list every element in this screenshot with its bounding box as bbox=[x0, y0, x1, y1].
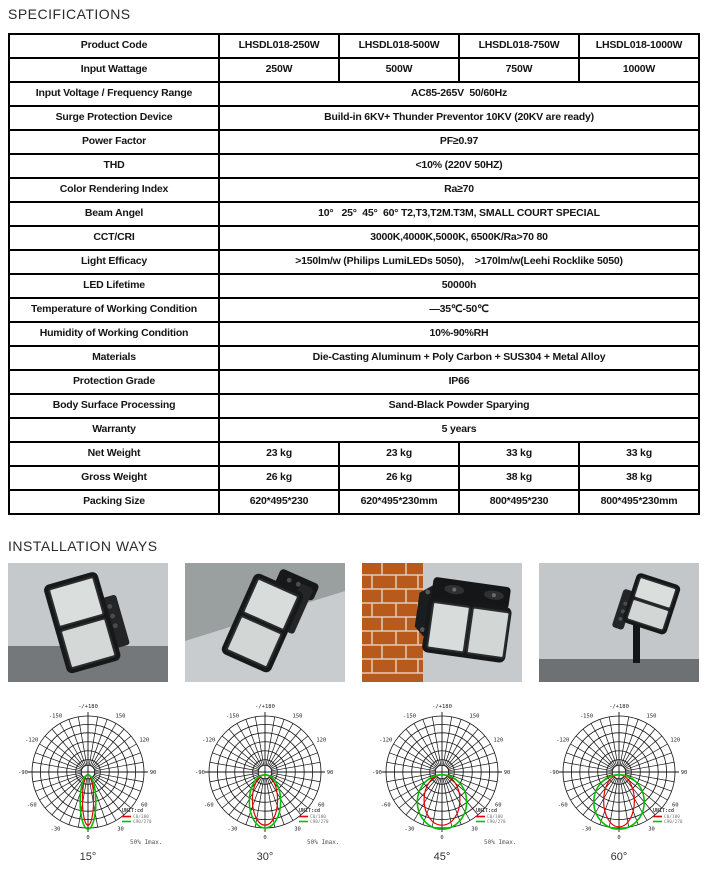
spec-table-row bbox=[9, 106, 699, 130]
beam-angle-caption: 30° bbox=[256, 851, 274, 863]
spec-cell: 26 kg bbox=[339, 466, 459, 490]
spec-cell: 620*495*230 bbox=[219, 490, 339, 514]
spec-table-row bbox=[9, 250, 699, 274]
polar-angle-label: -150 bbox=[402, 713, 417, 720]
spec-table-row bbox=[9, 370, 699, 394]
polar-angle-label: -30 bbox=[50, 826, 61, 833]
installation-images-row bbox=[8, 563, 699, 682]
polar-angle-label: 0 bbox=[440, 835, 444, 841]
spec-cell: 500W bbox=[339, 58, 459, 82]
spec-table-row bbox=[9, 274, 699, 298]
polar-angle-label: 120 bbox=[670, 737, 681, 744]
spec-cell-span: Ra≥70 bbox=[219, 178, 699, 202]
polar-angle-label: -90 bbox=[372, 770, 382, 776]
legend-series-label: C90/270 bbox=[664, 820, 683, 825]
spec-row-label: Protection Grade bbox=[9, 370, 219, 394]
spec-cell: 1000W bbox=[579, 58, 699, 82]
spec-table-row bbox=[9, 490, 699, 514]
polar-angle-label: -90 bbox=[195, 770, 205, 776]
legend-note: 50% Imax. bbox=[307, 839, 340, 846]
legend-unit-label: UNIT:cd bbox=[476, 808, 498, 814]
photometric-polar-chart-60 bbox=[531, 692, 707, 868]
polar-angle-label: 0 bbox=[86, 835, 90, 841]
spec-row-label: Light Efficacy bbox=[9, 250, 219, 274]
spec-cell: 23 kg bbox=[339, 442, 459, 466]
specifications-title: SPECIFICATIONS bbox=[8, 6, 131, 22]
polar-angle-label: 150 bbox=[292, 713, 303, 720]
spec-cell: 800*495*230mm bbox=[579, 490, 699, 514]
spec-table-row bbox=[9, 82, 699, 106]
spec-table-row bbox=[9, 418, 699, 442]
spec-row-label: Warranty bbox=[9, 418, 219, 442]
photometric-polar-chart-30 bbox=[177, 692, 353, 868]
spec-cell-span: Sand-Black Powder Sparying bbox=[219, 394, 699, 418]
spec-table-row bbox=[9, 130, 699, 154]
polar-angle-label: 120 bbox=[316, 737, 327, 744]
spec-row-label: Body Surface Processing bbox=[9, 394, 219, 418]
legend-unit-label: UNIT:cd bbox=[122, 808, 144, 814]
spec-cell: LHSDL018-750W bbox=[459, 34, 579, 58]
spec-cell-span: AC85-265V 50/60Hz bbox=[219, 82, 699, 106]
polar-angle-label: 90 bbox=[680, 770, 688, 776]
spec-cell: 250W bbox=[219, 58, 339, 82]
spec-cell: LHSDL018-1000W bbox=[579, 34, 699, 58]
spec-cell-span: —35℃-50℃ bbox=[219, 298, 699, 322]
polar-angle-label: -60 bbox=[557, 802, 568, 809]
spec-row-label: Color Rendering Index bbox=[9, 178, 219, 202]
polar-angle-label: -150 bbox=[225, 713, 240, 720]
spec-table-row bbox=[9, 298, 699, 322]
spec-table-row bbox=[9, 346, 699, 370]
polar-angle-label: 30 bbox=[294, 826, 301, 833]
photometric-polar-chart-15 bbox=[0, 692, 176, 868]
spec-cell: 800*495*230 bbox=[459, 490, 579, 514]
spec-row-label: Input Voltage / Frequency Range bbox=[9, 82, 219, 106]
spec-row-label: Materials bbox=[9, 346, 219, 370]
spec-row-label: LED Lifetime bbox=[9, 274, 219, 298]
polar-angle-label: 0 bbox=[263, 835, 267, 841]
installation-image-ceiling-mount bbox=[185, 563, 345, 682]
polar-angle-label: 0 bbox=[617, 835, 621, 841]
spec-cell-span: PF≥0.97 bbox=[219, 130, 699, 154]
spec-row-label: Net Weight bbox=[9, 442, 219, 466]
spec-cell-span: Build-in 6KV+ Thunder Preventor 10KV (20KV are ready) bbox=[219, 106, 699, 130]
spec-cell-span: 10%-90%RH bbox=[219, 322, 699, 346]
polar-angle-label: 60 bbox=[140, 802, 148, 809]
polar-top-label: -/+180 bbox=[609, 704, 629, 710]
polar-angle-label: 90 bbox=[503, 770, 511, 776]
photometric-polar-chart-45 bbox=[354, 692, 530, 868]
polar-angle-label: -120 bbox=[556, 737, 570, 744]
legend-note: 50% Imax. bbox=[130, 839, 163, 846]
polar-angle-label: -150 bbox=[48, 713, 63, 720]
polar-angle-label: -90 bbox=[549, 770, 559, 776]
polar-angle-label: 60 bbox=[671, 802, 679, 809]
spec-cell-span: 50000h bbox=[219, 274, 699, 298]
polar-angle-label: 120 bbox=[493, 737, 504, 744]
spec-table-row bbox=[9, 202, 699, 226]
spec-cell: 620*495*230mm bbox=[339, 490, 459, 514]
spec-row-label: Surge Protection Device bbox=[9, 106, 219, 130]
spec-cell-span: <10% (220V 50HZ) bbox=[219, 154, 699, 178]
legend-series-label: C0/180 bbox=[487, 815, 503, 820]
spec-cell: 750W bbox=[459, 58, 579, 82]
beam-angle-caption: 15° bbox=[79, 851, 97, 863]
installation-ways-title: INSTALLATION WAYS bbox=[8, 538, 158, 554]
polar-angle-label: -30 bbox=[404, 826, 415, 833]
polar-angle-label: 90 bbox=[326, 770, 334, 776]
legend-series-label: C0/180 bbox=[133, 815, 149, 820]
legend-series-label: C90/270 bbox=[133, 820, 152, 825]
legend-unit-label: UNIT:cd bbox=[299, 808, 321, 814]
polar-angle-label: -60 bbox=[26, 802, 37, 809]
polar-angle-label: 60 bbox=[494, 802, 502, 809]
spec-cell: 23 kg bbox=[219, 442, 339, 466]
spec-cell-span: IP66 bbox=[219, 370, 699, 394]
polar-angle-label: -30 bbox=[227, 826, 238, 833]
spec-table-row bbox=[9, 226, 699, 250]
spec-row-label: Power Factor bbox=[9, 130, 219, 154]
spec-cell: 33 kg bbox=[579, 442, 699, 466]
polar-angle-label: -60 bbox=[203, 802, 214, 809]
spec-cell: 33 kg bbox=[459, 442, 579, 466]
polar-angle-label: -60 bbox=[380, 802, 391, 809]
spec-cell-span: 3000K,4000K,5000K, 6500K/Ra>70 80 bbox=[219, 226, 699, 250]
legend-series-label: C90/270 bbox=[310, 820, 329, 825]
polar-angle-label: 30 bbox=[471, 826, 478, 833]
legend-series-label: C90/270 bbox=[487, 820, 506, 825]
polar-top-label: -/+180 bbox=[432, 704, 452, 710]
polar-angle-label: -120 bbox=[25, 737, 39, 744]
polar-angle-label: -150 bbox=[579, 713, 594, 720]
installation-image-wall-mount bbox=[362, 563, 522, 682]
spec-table-row bbox=[9, 466, 699, 490]
spec-cell-span: 5 years bbox=[219, 418, 699, 442]
spec-row-label: Temperature of Working Condition bbox=[9, 298, 219, 322]
legend-note: 50% Imax. bbox=[484, 839, 517, 846]
polar-angle-label: -30 bbox=[581, 826, 592, 833]
spec-cell-span: >150lm/w (Philips LumiLEDs 5050), >170lm/w(Leehi Rocklike 5050) bbox=[219, 250, 699, 274]
installation-image-pole-mount bbox=[539, 563, 699, 682]
polar-angle-label: -90 bbox=[18, 770, 28, 776]
polar-top-label: -/+180 bbox=[78, 704, 98, 710]
spec-row-label: Packing Size bbox=[9, 490, 219, 514]
spec-row-label: Beam Angel bbox=[9, 202, 219, 226]
spec-cell: 38 kg bbox=[579, 466, 699, 490]
spec-table-row bbox=[9, 154, 699, 178]
spec-row-label: THD bbox=[9, 154, 219, 178]
polar-top-label: -/+180 bbox=[255, 704, 275, 710]
spec-row-label: Gross Weight bbox=[9, 466, 219, 490]
polar-angle-label: 30 bbox=[117, 826, 124, 833]
polar-angle-label: 90 bbox=[149, 770, 157, 776]
polar-angle-label: 150 bbox=[115, 713, 126, 720]
spec-table-row bbox=[9, 442, 699, 466]
spec-cell: 26 kg bbox=[219, 466, 339, 490]
spec-row-label: Input Wattage bbox=[9, 58, 219, 82]
legend-series-label: C0/180 bbox=[664, 815, 680, 820]
legend-unit-label: UNIT:cd bbox=[653, 808, 675, 814]
specifications-table bbox=[8, 33, 700, 515]
spec-table-row bbox=[9, 58, 699, 82]
legend-series-label: C0/180 bbox=[310, 815, 326, 820]
installation-image-ground-mount bbox=[8, 563, 168, 682]
photometric-charts-row bbox=[0, 692, 707, 868]
spec-row-label: Product Code bbox=[9, 34, 219, 58]
polar-angle-label: 120 bbox=[139, 737, 150, 744]
spec-table-row bbox=[9, 322, 699, 346]
spec-cell: 38 kg bbox=[459, 466, 579, 490]
beam-angle-caption: 45° bbox=[433, 851, 451, 863]
spec-table-row bbox=[9, 34, 699, 58]
polar-angle-label: 30 bbox=[648, 826, 655, 833]
spec-cell-span: Die-Casting Aluminum + Poly Carbon + SUS304 + Metal Alloy bbox=[219, 346, 699, 370]
spec-table-row bbox=[9, 178, 699, 202]
polar-angle-label: -120 bbox=[379, 737, 393, 744]
spec-cell-span: 10° 25° 45° 60° T2,T3,T2M.T3M, SMALL COURT SPECIAL bbox=[219, 202, 699, 226]
beam-angle-caption: 60° bbox=[610, 851, 628, 863]
spec-table-row bbox=[9, 394, 699, 418]
polar-angle-label: -120 bbox=[202, 737, 216, 744]
spec-cell: LHSDL018-500W bbox=[339, 34, 459, 58]
spec-row-label: CCT/CRI bbox=[9, 226, 219, 250]
spec-cell: LHSDL018-250W bbox=[219, 34, 339, 58]
polar-angle-label: 60 bbox=[317, 802, 325, 809]
spec-row-label: Humidity of Working Condition bbox=[9, 322, 219, 346]
polar-angle-label: 150 bbox=[646, 713, 657, 720]
polar-angle-label: 150 bbox=[469, 713, 480, 720]
